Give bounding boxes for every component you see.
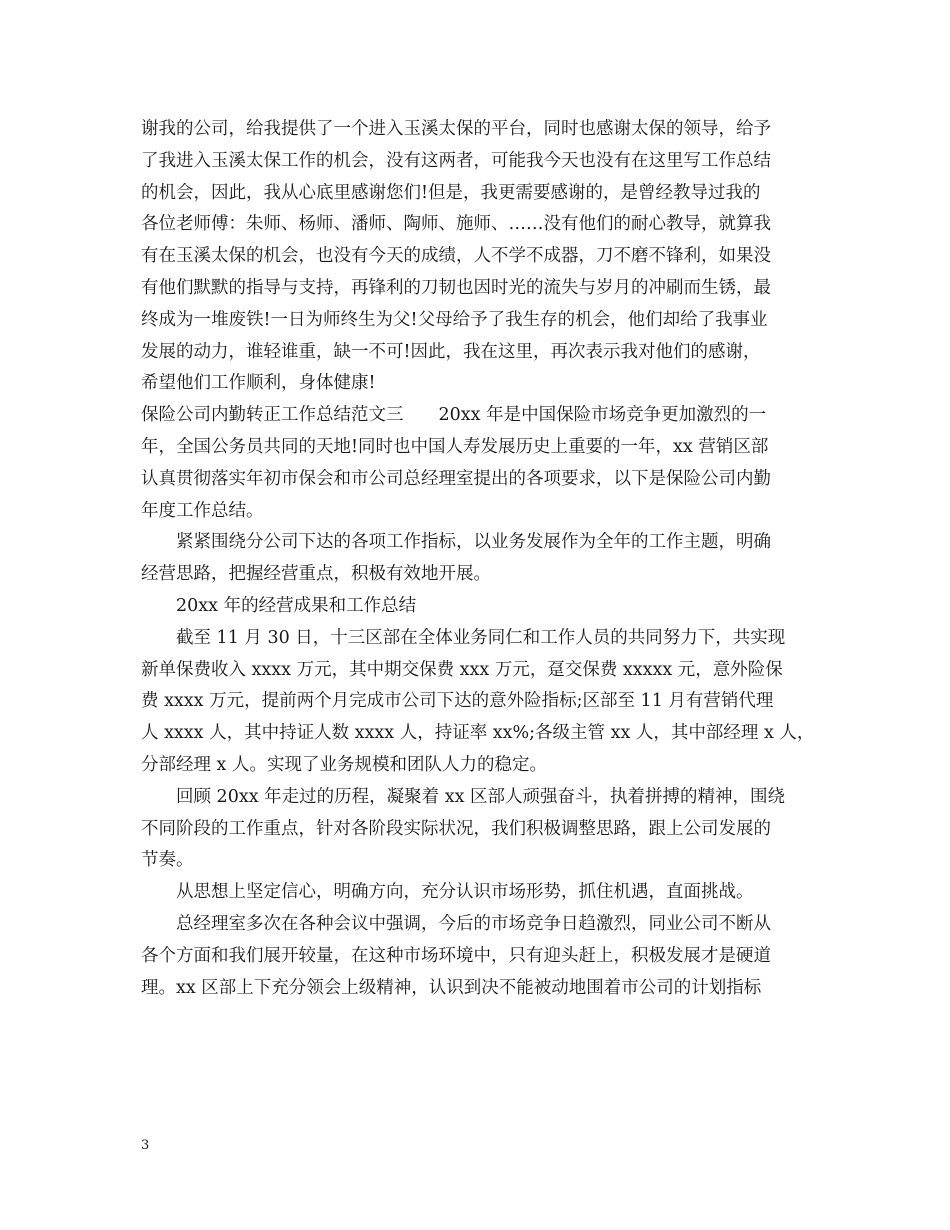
text-line: 年度工作总结。 <box>141 500 264 521</box>
text-line: 经营思路，把握经营重点，积极有效地开展。 <box>141 564 491 585</box>
text-line: 紧紧围绕分公司下达的各项工作指标，以业务发展作为全年的工作主题，明确 <box>141 532 771 553</box>
text-line: 人 xxxx 人，其中持证人数 xxxx 人，持证率 xx%;各级主管 xx 人，其中部经理 x 人， <box>141 723 815 744</box>
section-heading-line: 保险公司内勤转正工作总结范文三 20xx 年是中国保险市场竞争更加激烈的一 <box>141 405 767 426</box>
subheading-line: 20xx 年的经营成果和工作总结 <box>141 595 417 616</box>
text-line: 不同阶段的工作重点，针对各阶段实际状况，我们积极调整思路，跟上公司发展的 <box>141 818 771 839</box>
text-line: 了我进入玉溪太保工作的机会，没有这两者，可能我今天也没有在这里写工作总结 <box>141 150 771 171</box>
text-line: 的机会，因此，我从心底里感谢您们!但是，我更需要感谢的，是曾经教导过我的 <box>141 182 761 203</box>
text-line: 新单保费收入 xxxx 万元，其中期交保费 xxx 万元，趸交保费 xxxxx 元，意外险保 <box>141 659 783 680</box>
text-line: 截至 11 月 30 日，十三区部在全体业务同仁和工作人员的共同努力下，共实现 <box>141 627 786 648</box>
text-line: 各位老师傅：朱师、杨师、潘师、陶师、施师、……没有他们的耐心教导，就算我 <box>141 214 771 235</box>
text-line: 费 xxxx 万元，提前两个月完成市公司下达的意外险指标;区部至 11 月有营销代理 <box>141 691 774 712</box>
text-line: 希望他们工作顺利，身体健康! <box>141 373 376 394</box>
text-line: 有他们默默的指导与支持，再锋利的刀韧也因时光的流失与岁月的冲刷而生锈，最 <box>141 277 771 298</box>
text-line: 认真贯彻落实年初市保会和市公司总经理室提出的各项要求，以下是保险公司内勤 <box>141 468 771 489</box>
page-number: 3 <box>141 1138 150 1153</box>
text-line: 年，全国公务员共同的天地!同时也中国人寿发展历史上重要的一年，xx 营销区部 <box>141 436 769 457</box>
text-line: 回顾 20xx 年走过的历程，凝聚着 xx 区部人顽强奋斗，执着拼搏的精神，围绕 <box>141 786 785 807</box>
text-line: 理。xx 区部上下充分领会上级精神，认识到决不能被动地围着市公司的计划指标 <box>141 977 762 998</box>
text-line: 各个方面和我们展开较量，在这种市场环境中，只有迎头赶上，积极发展才是硬道 <box>141 945 771 966</box>
text-line: 有在玉溪太保的机会，也没有今天的成绩，人不学不成器，刀不磨不锋利，如果没 <box>141 246 771 267</box>
text-line: 分部经理 x 人。实现了业务规模和团队人力的稳定。 <box>141 754 547 775</box>
text-line: 终成为一堆废铁!一日为师终生为父!父母给予了我生存的机会，他们却给了我事业 <box>141 309 768 330</box>
text-line: 节奏。 <box>141 850 194 871</box>
document-body <box>141 114 821 1004</box>
text-line: 发展的动力，谁轻谁重，缺一不可!因此，我在这里，再次表示我对他们的感谢， <box>141 341 761 362</box>
text-line: 总经理室多次在各种会议中强调，今后的市场竞争日趋激烈，同业公司不断从 <box>141 913 771 934</box>
text-line: 谢我的公司，给我提供了一个进入玉溪太保的平台，同时也感谢太保的领导，给予 <box>141 119 771 139</box>
text-line: 从思想上坚定信心，明确方向，充分认识市场形势，抓住机遇，直面挑战。 <box>141 882 754 903</box>
